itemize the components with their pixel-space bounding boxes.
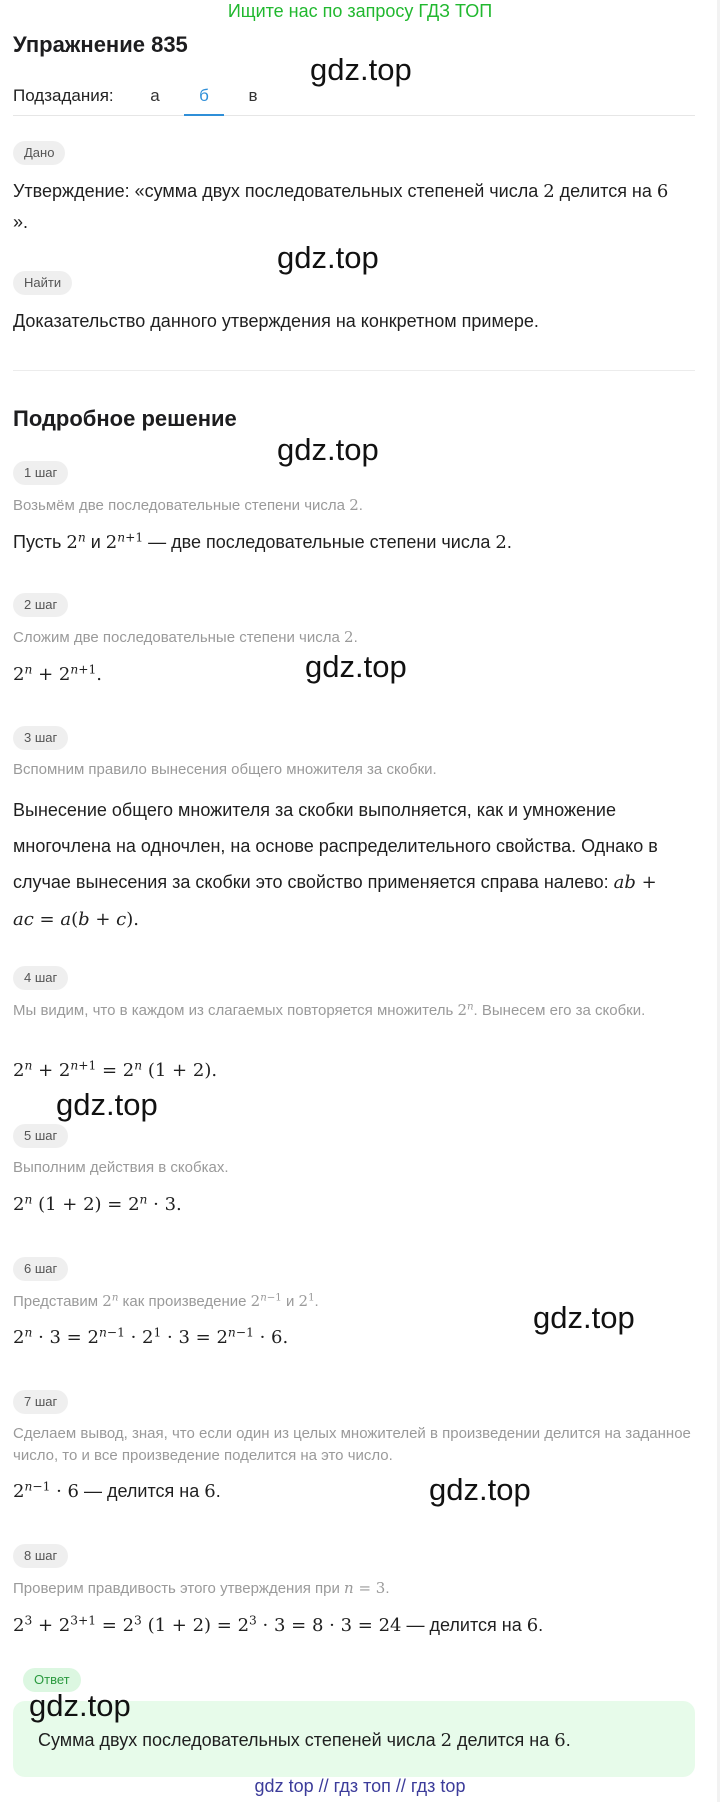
watermark: gdz.top [533,1300,635,1335]
step-5-body: 2$^n$ $(1 + 2) = 2^n \cdot 3$. [13,1192,182,1215]
step-2-body: $2^n + 2^{n+1}$. [13,662,102,685]
search-banner: Ищите нас по запросу ГДЗ ТОП [227,1,493,21]
watermark: gdz.top [429,1472,531,1507]
given-chip: Дано [13,141,65,165]
subtasks-bar [13,84,695,116]
step-3-chip: 3 шаг [13,726,68,750]
watermark: gdz.top [56,1087,158,1122]
step-7-body: $2^{n-1} \cdot 6$ — делится на 6. [13,1479,221,1502]
watermark: gdz.top [29,1688,131,1723]
step-8-hint: Проверим правдивость этого утверждения при n = 3. [13,1579,390,1597]
tab-subtask-v[interactable]: в [248,86,258,105]
step-1-hint: Возьмём две последовательные степени числа 2. [13,496,363,514]
watermark: gdz.top [305,649,407,684]
step-4-hint: Мы видим, что в каждом из слагаемых повторяется множитель 2$^n$. Вынесем его за скобки. [13,1001,646,1019]
step-6-hint: Представим 2$^n$ как произведение $2^{n-1}$ и $2^1$. [13,1292,319,1310]
footer-links[interactable]: gdz top // гдз топ // гдз top [254,1776,466,1796]
step-5-hint: Выполним действия в скобках. [13,1159,229,1176]
step-7-chip: 7 шаг [13,1390,68,1414]
answer-chip: Ответ [23,1668,81,1692]
solution-title: Подробное решение [13,406,237,431]
step-6-chip: 6 шаг [13,1257,68,1281]
subtasks-label: Подзадания: [13,86,114,105]
step-8-body: $2^3 + 2^{3+1} = 2^3$ $(1 + 2) = 2^3 \cdot 3 = 8 \cdot 3 = 24$ — делится на 6. [13,1613,544,1636]
step-7-hint: Сделаем вывод, зная, что если один из целых множителей в произведении делится на заданное число, то и все произведение поделится на это число. [13,1425,691,1464]
step-1-body: Пусть 2$^n$ и $2^{n+1}$ — две последовательные степени числа 2. [13,530,512,553]
watermark: gdz.top [277,432,379,467]
given-text: Утверждение: «сумма двух последовательных степеней числа 2 делится на 6 ». [13,181,669,232]
find-chip: Найти [13,271,72,295]
divider [13,370,695,371]
step-3-hint: Вспомним правило вынесения общего множителя за скобки. [13,761,437,778]
step-4-chip: 4 шаг [13,966,68,990]
step-1-chip: 1 шаг [13,461,68,485]
step-2-chip: 2 шаг [13,593,68,617]
find-text: Доказательство данного утверждения на конкретном примере. [13,311,539,331]
tab-subtask-b[interactable]: б [184,86,224,116]
watermark: gdz.top [310,52,412,87]
answer-text: Сумма двух последовательных степеней числа 2 делится на 6. [38,1730,571,1751]
step-3-body: Вынесение общего множителя за скобки выполняется, как и умножение многочлена на одночлен, на основе распределительного свойства. Однако в случае вынесения за скобки это свойство применяется справа налево: ab + ac = a(b + c). [13,800,658,930]
page-title: Упражнение 835 [13,32,188,57]
step-4-body: $2^n + 2^{n+1} = 2^n$ (1 + 2). [13,1058,218,1081]
step-6-body: $2^n \cdot 3 = 2^{n-1} \cdot 2^1 \cdot 3 = 2^{n-1} \cdot 6$. [13,1325,289,1348]
step-2-hint: Сложим две последовательные степени числа 2. [13,628,358,646]
step-8-chip: 8 шаг [13,1544,68,1568]
tab-subtask-a[interactable]: а [150,86,160,105]
watermark: gdz.top [277,240,379,275]
step-5-chip: 5 шаг [13,1124,68,1148]
